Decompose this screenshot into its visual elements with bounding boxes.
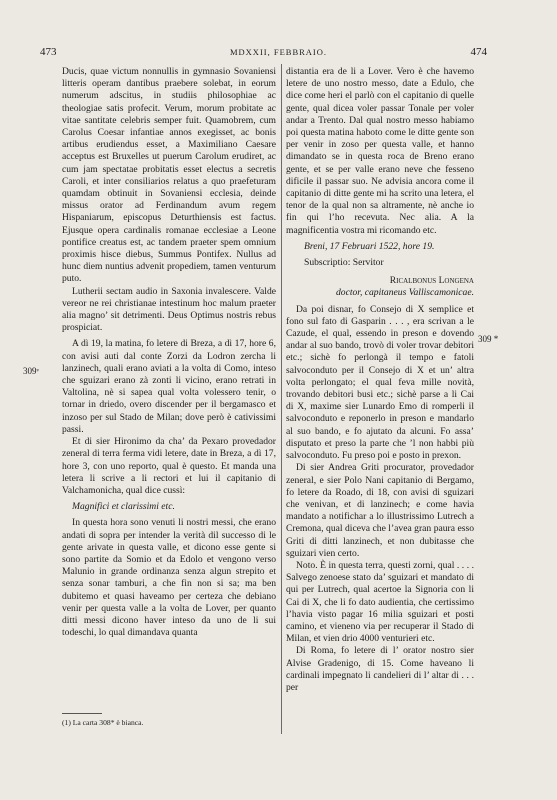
letter-salutation: Magnifici et clarissimi etc. (72, 501, 175, 513)
subscription: Subscriptio: Servitor (304, 257, 384, 269)
paragraph: Lutherii sectam audio in Saxonia invalescere. Valde vereor ne rei christianae intestinum hoc malum praeter alia magno’ sit detrimenti. Deus Optimus nostris rebus prospiciat. (62, 285, 276, 334)
signature-name: Ricalbonus Longena (389, 275, 474, 287)
column-divider (281, 64, 282, 734)
footnote: (1) La carta 308* è bianca. (62, 718, 144, 727)
left-column (62, 66, 276, 639)
paragraph: In questa hora sono venuti li nostri messi, che erano andati di sopra per intender la verità dil successo di le gente arivate in questa valle, et dicono esse gente si sono partite da Somio et da Edolo et vengono verso Malunio in grande ordinanza senza algun strepito et senza sonar tamburi, a che fin non si sa; ma ben dubitemo et quasi haveamo per certeza che debiano venir per questa valle a la volta de Lover, per quanto ditti messi dicono haver inteso da uno de li sui todeschi, lo qual dimandava quanta (62, 517, 276, 639)
page-number-right: 474 (470, 46, 487, 58)
paragraph: Ducis, quae victum nonnullis in gymnasio Sovaniensi litteris operam dantibus praebere solebat, in eorum numerum adscitus, in studiis philosophiae ac theologiae satis profecit. Verum, morum probitate ac vitae santitate celebris semper fuit. Quamobrem, cum Carolus Coesar infantiae annos exegisset, ac bonis artibus erudiendus esset, a Maximiliano Caesare acceptus est Bruxelles ut puerum Carolum erudiret, ac cum jam spectatae probitatis esset electus a secretis Caroli, et inter consiliarios relatus a quo praefeturam quamdam obtinuit in Sovaniensi ecclesia, deinde missus orator ad Ferdinandum avum regem Hispaniarum, episcopus Deturthiensis est factus. Ejusque opera cardinalis romanae ecclesiae a Leone pontifice creatus est, ac tandem praeter spem omnium proximis hisce diebus, Summus Pontifex. Nullus ad hunc diem nuntius advenit propediem, tamen venturum puto. (62, 66, 276, 285)
running-title: MDXXII, FEBBRAIO. (229, 47, 328, 57)
page-number-left: 473 (40, 46, 57, 58)
signature-title: doctor, capitaneus Valliscamonicae. (335, 287, 474, 299)
paragraph: Da poi disnar, fo Consejo di X semplice et fono sul fato di Gasparin . . . , era scrivan a le Cazude, el qual, essendo in preson e dovendo andar al suo bando, trovò di voler trovar debitori etc.; sichè fo perlongà il tempo e fatoli salvoconduto per il Consejo di X et un’ altra volta perlongato; el qual feva mille novità, trovando debitori busi etc.; sichè parse a li Cai di X, maxime sier Lunardo Emo di romperli il salvoconduto e reponerlo in preson e mandarlo al suo bando, e fo ajutato da alcuni. Fo assa’ disputato et preso la parte che ’l non habbi più salvoconduto. Fu preso poi e posto in prexon. (286, 303, 474, 462)
paragraph: Et di sier Hironimo da cha’ da Pexaro provedador zeneral di terra ferma vidi letere, date in Breza, a dì 17, hore 3, con uno reporto, qual è questo. Et manda una letera li scrive a li rectori et lui il capitanio di Valchamonicha, qual dice cussì: (62, 436, 276, 496)
paragraph: Di Roma, fo letere di l’ orator nostro sier Alvise Gradenigo, di 15. Come haveano li cardinali impegnato li candelieri di l’ altar di . . . per (286, 645, 474, 693)
paragraph: distantia era de li a Lover. Vero è che havemo letere de uno nostro messo, date a Edulo, che dice come heri el parlò con el capitanio di quelle gente, qual dicea voler passar Tonale per voler andar a Trento. Dal qual nostro messo habiamo poi questa matina haboto come le ditte gente son per venir in zoso per questa valle, et hanno dimandato se in questa roca de Breno erano gente, et se per valle erano neve che fesseno dificile il passar suo. Ne advisia ancora come il capitanio di ditte gente mi ha scrito una letera, el tenor de la qual non sa altramente, nè anche io fin qui l’ho recevuta. Nec alia. A la magnificentia vostra mi ricomando etc. (286, 66, 474, 236)
dateline: Breni, 17 Februari 1522, hore 19. (304, 240, 435, 252)
right-column (286, 66, 474, 694)
page-header (0, 46, 557, 60)
paragraph: Noto. È in questa terra, questi zorni, qual . . . . Salvego zenoese stato da’ sguizari et mandato di qui per Lutrech, qual acertoe la Signoria con li Cai di X, che li fo dato audientia, che certissimo l’havia visto pagar 16 milia sguizari et posti camino, et vieneno via per recuperar il Stado di Milan, et vien drio 4000 venturieri etc. (286, 559, 474, 645)
margin-note-right: 309 * (478, 334, 499, 344)
margin-note-left: 309ᵛ (23, 366, 40, 376)
paragraph: A dì 19, la matina, fo letere di Breza, a dì 17, hore 6, con avisi auti dal conte Zorzi da Lodron zercha li lanzinech, quali erano aviati a la volta di Como, inteso che sguizari erano zà zonti li vicino, erano retrati in Valtolina, nè si sapea qual volta volessero tenir, o tornar in driedo, overo discender per il bergamasco et inzoso per sul Stado de Milan; dove però è cativissimi passi. (62, 338, 276, 435)
paragraph: Di sier Andrea Griti procurator, provedador zeneral, e sier Polo Nani capitanio di Bergamo, fo letere da Roado, di 18, con avisi di sguizari che venivan, et di lanzinech; e come havia mandato a notifichar a lo illustrissimo Lutrech a Cremona, qual diceva che l’avea gran paura esso Griti di ditti lanzinech, et non dubitasse che sguizari vien certo. (286, 462, 474, 559)
footnote-rule (62, 713, 102, 714)
